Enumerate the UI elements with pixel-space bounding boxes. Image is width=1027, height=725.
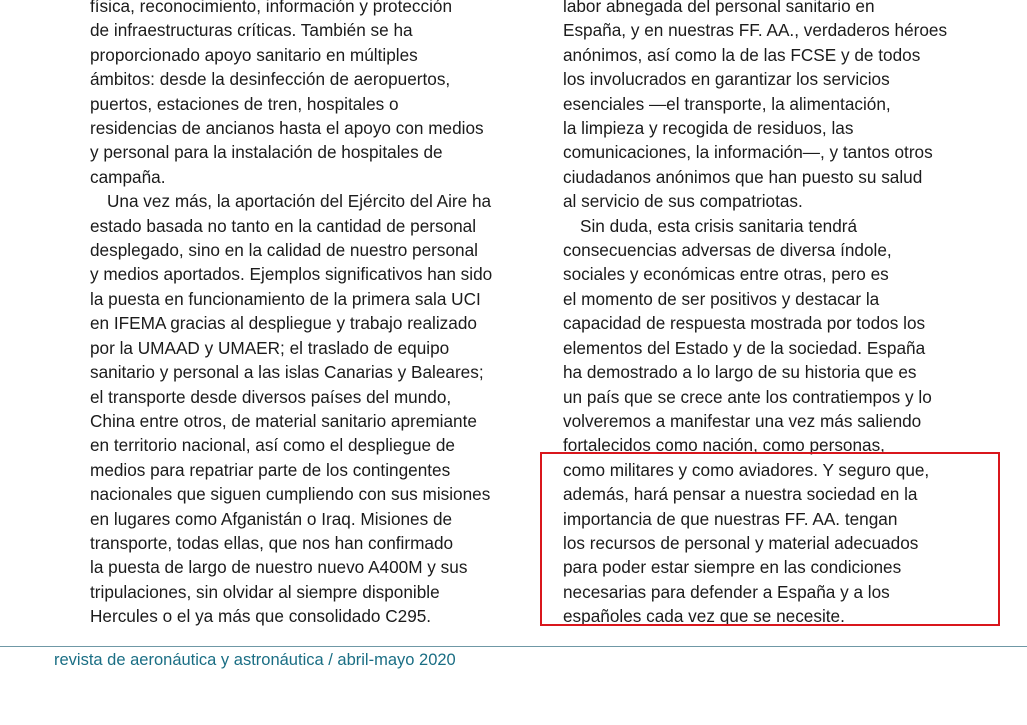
text-line: y personal para la instalación de hospitales de: [90, 142, 443, 163]
text-line: ha demostrado a lo largo de su historia que es: [563, 362, 917, 383]
text-line: y medios aportados. Ejemplos significativos han sido: [90, 264, 493, 285]
text-line: comunicaciones, la información—, y tantos otros: [563, 142, 933, 163]
text-line: residencias de ancianos hasta el apoyo con medios: [90, 118, 484, 139]
text-line: sanitario y personal a las islas Canarias y Baleares;: [90, 362, 484, 383]
text-line: al servicio de sus compatriotas.: [563, 191, 803, 212]
text-line: España, y en nuestras FF. AA., verdaderos héroes: [563, 20, 948, 41]
text-line: necesarias para defender a España y a los: [563, 581, 890, 602]
text-line: China entre otros, de material sanitario apremiante: [90, 410, 477, 431]
text-line: la puesta de largo de nuestro nuevo A400M y sus: [90, 557, 468, 578]
text-line: en territorio nacional, así como el despliegue de: [90, 435, 455, 456]
text-line: la limpieza y recogida de residuos, las: [563, 118, 854, 139]
text-line: el momento de ser positivos y destacar la: [563, 288, 880, 309]
left-text-column: [90, 0, 540, 629]
text-line: capacidad de respuesta mostrada por todos los: [563, 313, 926, 334]
text-line: sociales y económicas entre otras, pero es: [563, 264, 889, 285]
text-line: volveremos a manifestar una vez más saliendo: [563, 410, 922, 431]
text-line: estado basada no tanto en la cantidad de personal: [90, 215, 477, 236]
text-line: Una vez más, la aportación del Ejército del Aire ha: [107, 191, 492, 212]
text-line: españoles cada vez que se necesite.: [563, 606, 845, 627]
text-line: los involucrados en garantizar los servicios: [563, 69, 890, 90]
highlight-box: [540, 452, 1000, 626]
text-line: fortalecidos como nación, como personas,: [563, 435, 885, 456]
text-line: anónimos, así como la de las FCSE y de todos: [563, 44, 921, 65]
text-line: Sin duda, esta crisis sanitaria tendrá: [580, 215, 858, 236]
text-line: campaña.: [90, 166, 166, 187]
footer-divider: [0, 646, 1027, 647]
text-line: física, reconocimiento, información y protección: [90, 0, 453, 16]
text-line: importancia de que nuestras FF. AA. tengan: [563, 508, 898, 529]
text-line: labor abnegada del personal sanitario en: [563, 0, 875, 16]
text-line: esenciales —el transporte, la alimentación,: [563, 93, 891, 114]
text-line: el transporte desde diversos países del mundo,: [90, 386, 452, 407]
text-line: en lugares como Afganistán o Iraq. Misiones de: [90, 508, 453, 529]
text-line: como militares y como aviadores. Y seguro que,: [563, 459, 930, 480]
text-line: proporcionado apoyo sanitario en múltiples: [90, 44, 418, 65]
text-line: en IFEMA gracias al despliegue y trabajo realizado: [90, 313, 477, 334]
text-line: Hercules o el ya más que consolidado C295.: [90, 606, 432, 627]
text-line: ámbitos: desde la desinfección de aeropuertos,: [90, 69, 451, 90]
text-line: transporte, todas ellas, que nos han confirmado: [90, 532, 454, 553]
text-line: ciudadanos anónimos que han puesto su salud: [563, 166, 923, 187]
text-line: desplegado, sino en la calidad de nuestro personal: [90, 240, 478, 261]
text-line: por la UMAAD y UMAER; el traslado de equipo: [90, 337, 450, 358]
text-line: para poder estar siempre en las condiciones: [563, 557, 902, 578]
text-line: tripulaciones, sin olvidar al siempre disponible: [90, 581, 440, 602]
footer-publication-line: revista de aeronáutica y astronáutica / abril-mayo 2020: [54, 651, 456, 669]
text-line: consecuencias adversas de diversa índole,: [563, 240, 892, 261]
text-line: los recursos de personal y material adecuados: [563, 532, 919, 553]
text-line: la puesta en funcionamiento de la primera sala UCI: [90, 288, 481, 309]
text-line: medios para repatriar parte de los contingentes: [90, 459, 451, 480]
text-line: puertos, estaciones de tren, hospitales o: [90, 93, 399, 114]
text-line: de infraestructuras críticas. También se ha: [90, 20, 413, 41]
text-line: además, hará pensar a nuestra sociedad en la: [563, 484, 918, 505]
text-line: nacionales que siguen cumpliendo con sus misiones: [90, 484, 491, 505]
text-line: elementos del Estado y de la sociedad. España: [563, 337, 926, 358]
text-line: un país que se crece ante los contratiempos y lo: [563, 386, 932, 407]
